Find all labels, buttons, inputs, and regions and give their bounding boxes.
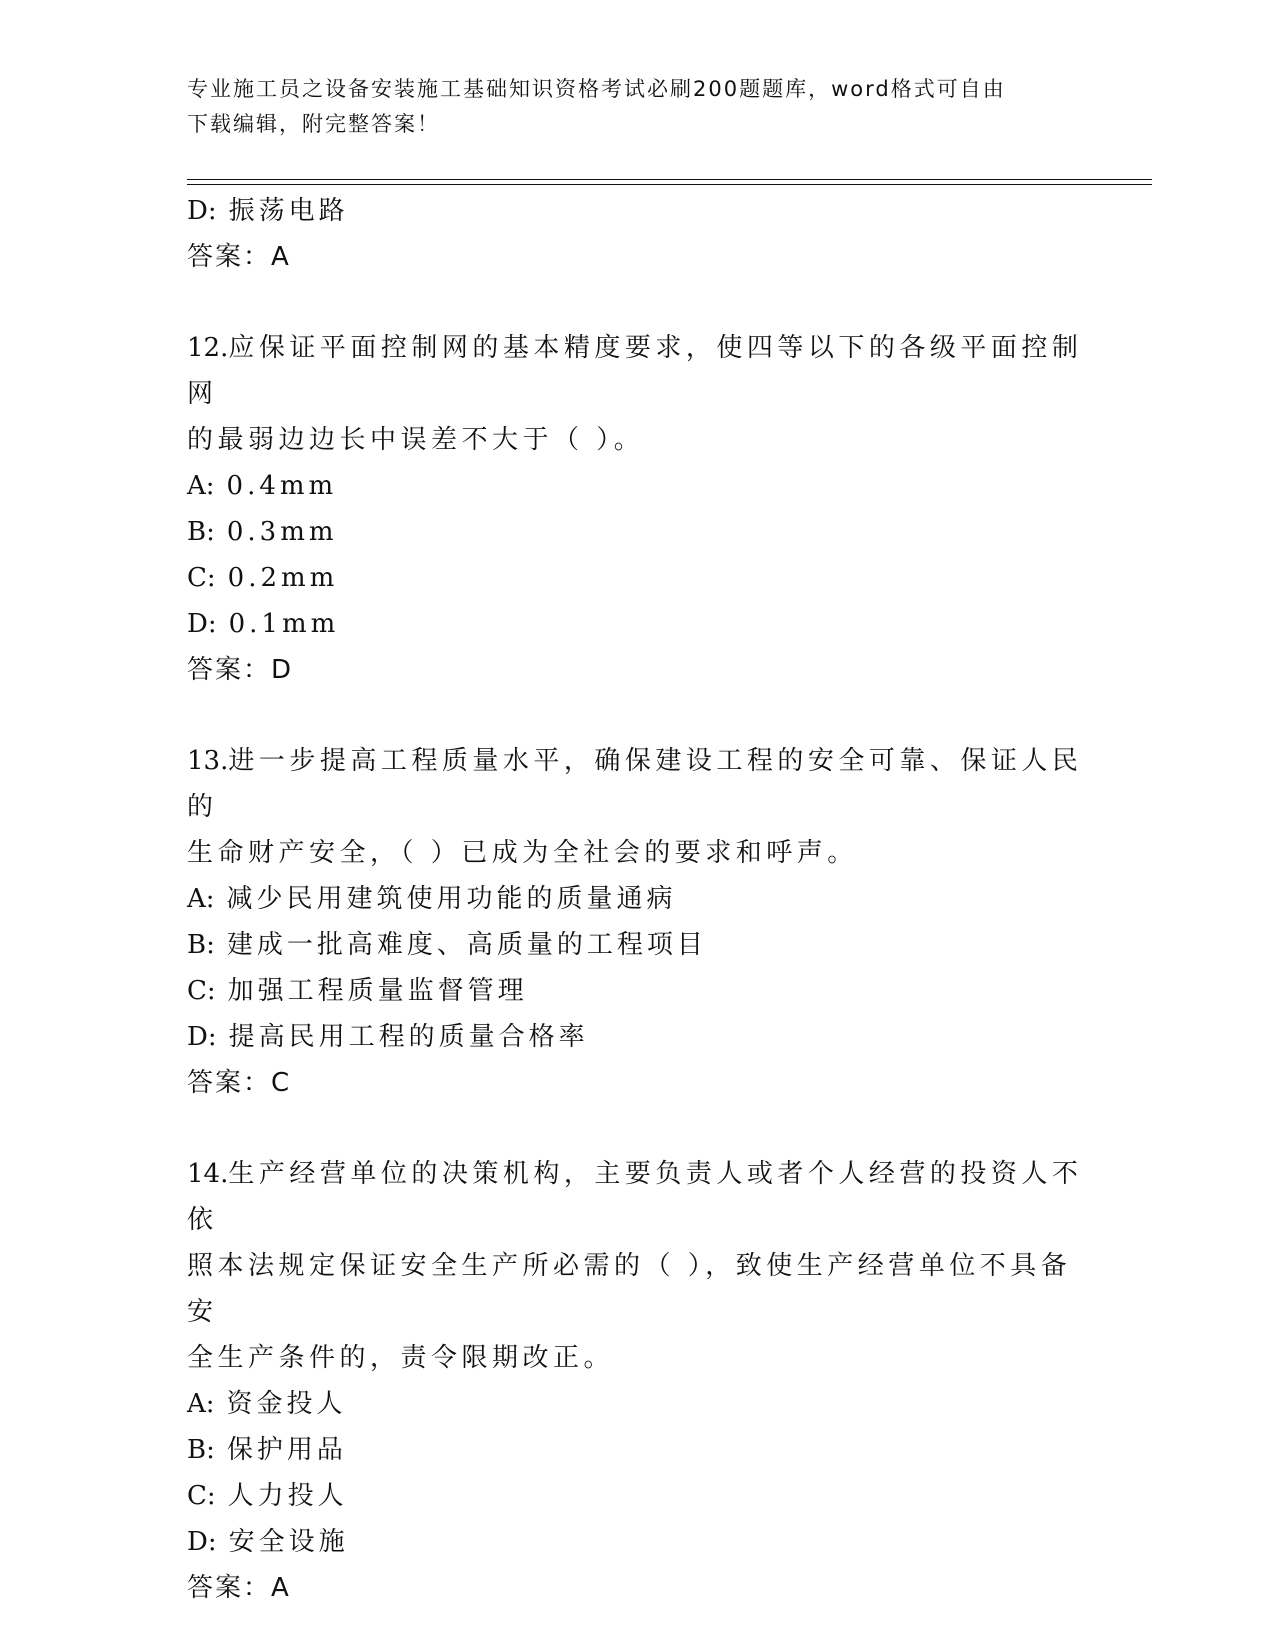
question-13 [187,738,1087,1106]
answer-line: 答案：C [187,1068,292,1098]
question-stem: 12.应保证平面控制网的基本精度要求，使四等以下的各级平面控制网 的最弱边边长中误差不大于（ ）。 [187,333,1083,455]
option-a: A: 减少民用建筑使用功能的质量通病 [187,884,677,914]
option-c: C: 0.2mm [187,563,339,593]
question-number: 12. [187,333,229,363]
document-header [187,72,1067,142]
option-d: D: 0.1mm [187,609,340,639]
option-d: D: 提高民用工程的质量合格率 [187,1022,589,1052]
option-d: D: 安全设施 [187,1527,349,1557]
question-12 [187,325,1087,693]
option-a: A: 资金投人 [187,1389,347,1419]
question-stem: 14.生产经营单位的决策机构，主要负责人或者个人经营的投资人不依 照本法规定保证安全生产所必需的（ ），致使生产经营单位不具备安 全生产条件的，责令限期改正。 [187,1159,1083,1373]
question-stem: 13.进一步提高工程质量水平，确保建设工程的安全可靠、保证人民的 生命财产安全，（ ）已成为全社会的要求和呼声。 [187,746,1083,868]
header-line-2: 下载编辑，附完整答案！ [187,112,440,136]
option-b: B: 保护用品 [187,1435,347,1465]
question-14 [187,1151,1087,1611]
question-number: 13. [187,746,229,776]
question-number: 14. [187,1159,229,1189]
option-d: D: 振荡电路 [187,196,349,226]
answer-line: 答案：A [187,1573,291,1603]
header-line-1: 专业施工员之设备安装施工基础知识资格考试必刷200题题库，word格式可自由 [187,77,1006,101]
question-content [187,188,1087,1611]
header-divider-top [187,179,1152,180]
answer-line: 答案：A [187,242,291,272]
option-b: B: 0.3mm [187,517,338,547]
header-divider-bottom [187,184,1152,185]
option-c: C: 加强工程质量监督管理 [187,976,528,1006]
answer-line: 答案：D [187,655,294,685]
option-b: B: 建成一批高难度、高质量的工程项目 [187,930,707,960]
option-a: A: 0.4mm [187,471,338,501]
option-c: C: 人力投人 [187,1481,348,1511]
